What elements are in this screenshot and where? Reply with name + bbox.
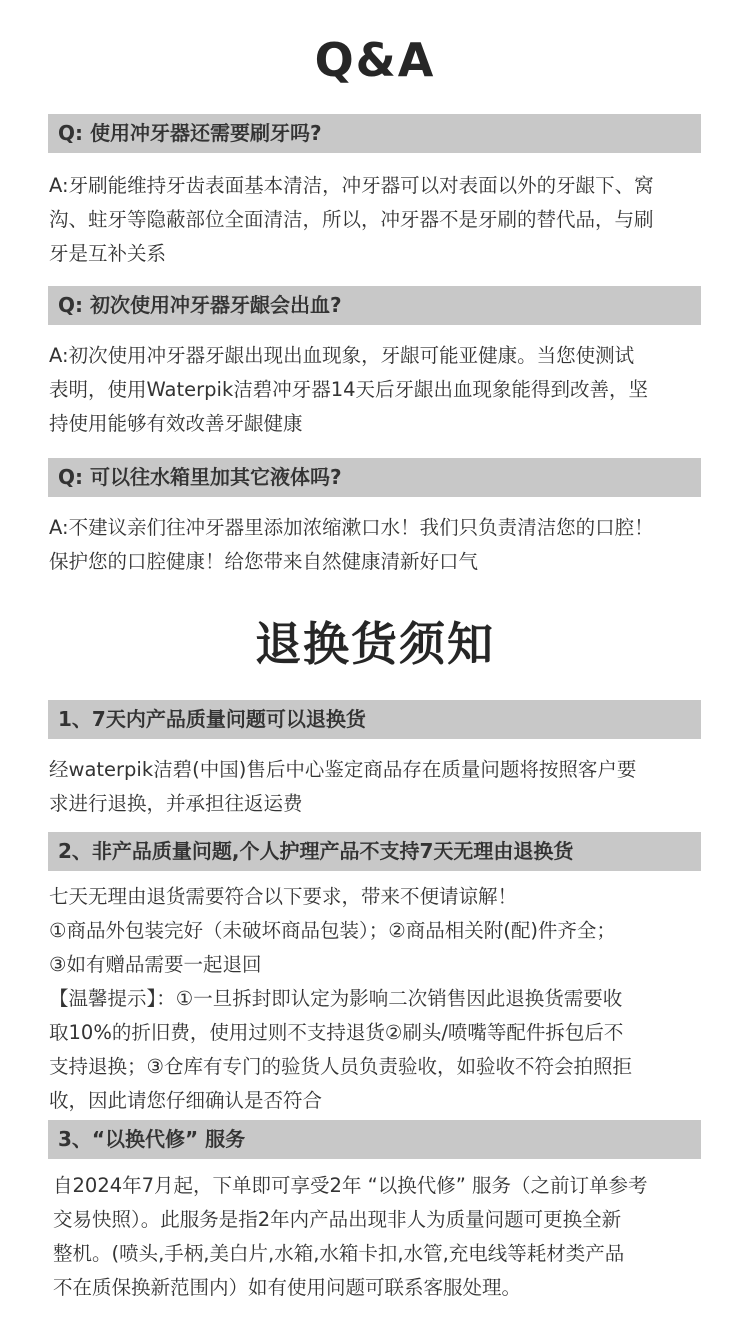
answer-line: A:初次使用冲牙器牙龈出现出血现象，牙龈可能亚健康。当您使测试 [49, 344, 635, 367]
answer-line: A:不建议亲们往冲牙器里添加浓缩漱口水！我们只负责清洁您的口腔！ [49, 516, 654, 539]
question-2: Q: 初次使用冲牙器牙龈会出血? [48, 286, 701, 325]
answer-3 [49, 511, 705, 579]
returns-section-3-body [53, 1169, 705, 1305]
answer-1 [49, 169, 705, 271]
returns-section-1-heading: 1、7天内产品质量问题可以退换货 [48, 700, 701, 739]
question-1: Q: 使用冲牙器还需要刷牙吗? [48, 114, 701, 153]
body-line: 整机。(喷头,手柄,美白片,水箱,水箱卡扣,水管,充电线等耗材类产品 [53, 1242, 625, 1265]
question-3: Q: 可以往水箱里加其它液体吗? [48, 458, 701, 497]
answer-line: 表明，使用Waterpik洁碧冲牙器14天后牙龈出血现象能得到改善，坚 [49, 378, 649, 401]
body-line: ①商品外包装完好（未破坏商品包装）；②商品相关附(配)件齐全； [49, 919, 616, 942]
answer-line: 沟、蛀牙等隐蔽部位全面清洁，所以，冲牙器不是牙刷的替代品，与刷 [49, 208, 654, 231]
body-line: 自2024年7月起，下单即可享受2年 “以换代修” 服务（之前订单参考 [53, 1174, 648, 1197]
body-line: 求进行退换，并承担往返运费 [49, 792, 303, 815]
body-line: 不在质保换新范围内）如有使用问题可联系客服处理。 [53, 1276, 522, 1299]
answer-line: 牙是互补关系 [49, 242, 167, 265]
returns-title: 退换货须知 [255, 617, 495, 671]
answer-line: 保护您的口腔健康！给您带来自然健康清新好口气 [49, 550, 479, 573]
returns-section-2-body [49, 880, 705, 1118]
returns-section-3-heading: 3、“以换代修” 服务 [48, 1120, 701, 1159]
body-line: 七天无理由退货需要符合以下要求，带来不便请谅解！ [49, 885, 518, 908]
body-line: 取10%的折旧费，使用过则不支持退货②刷头/喷嘴等配件拆包后不 [49, 1021, 624, 1044]
body-line: 交易快照）。此服务是指2年内产品出现非人为质量问题可更换全新 [53, 1208, 622, 1231]
answer-line: 持使用能够有效改善牙龈健康 [49, 412, 303, 435]
body-line: ③如有赠品需要一起退回 [49, 953, 262, 976]
body-line: 收，因此请您仔细确认是否符合 [49, 1089, 323, 1112]
body-line: 支持退换；③仓库有专门的验货人员负责验收，如验收不符会拍照拒 [49, 1055, 632, 1078]
answer-line: A:牙刷能维持牙齿表面基本清洁，冲牙器可以对表面以外的牙龈下、窝 [49, 174, 654, 197]
returns-section-2-heading: 2、非产品质量问题,个人护理产品不支持7天无理由退换货 [48, 832, 701, 871]
body-line: 经waterpik洁碧(中国)售后中心鉴定商品存在质量问题将按照客户要 [49, 758, 637, 781]
body-line: 【温馨提示】：①一旦拆封即认定为影响二次销售因此退换货需要收 [49, 987, 623, 1010]
answer-2 [49, 339, 705, 441]
qa-title: Q&A [314, 33, 436, 87]
returns-section-1-body [49, 753, 705, 821]
